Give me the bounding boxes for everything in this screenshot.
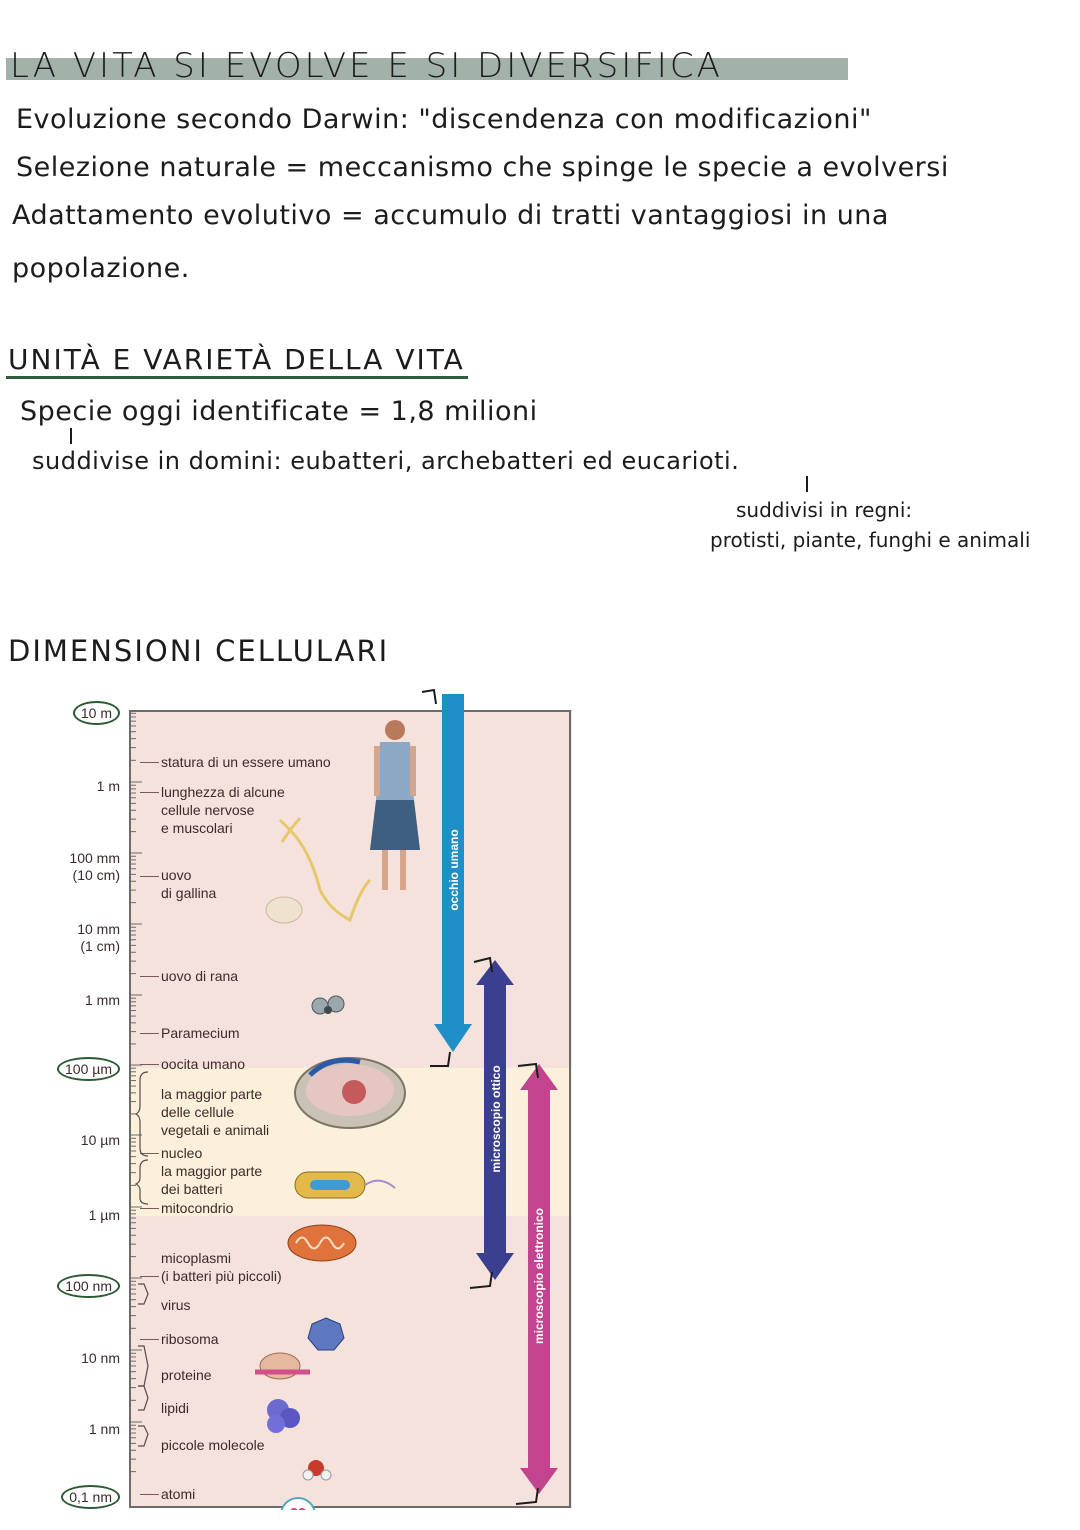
- egg-icon: [266, 897, 302, 923]
- item-label: uovo di rana: [161, 968, 239, 984]
- item-label: lipidi: [161, 1400, 190, 1416]
- scale-label-10nm: 10 nm: [81, 1350, 120, 1366]
- range-label: microscopio ottico: [489, 1065, 503, 1173]
- note-line: Evoluzione secondo Darwin: "discendenza con modificazioni": [16, 104, 872, 135]
- circled-label: 100 nm: [57, 1274, 120, 1298]
- page-title: LA VITA SI EVOLVE E SI DIVERSIFICA: [10, 46, 723, 86]
- human-figure-icon: [370, 720, 420, 890]
- virus-icon: [308, 1318, 344, 1350]
- item-tick: [140, 792, 159, 793]
- note-line: suddivisi in regni:: [736, 498, 913, 522]
- scale-label-10m: [73, 705, 120, 722]
- scale-label-100nm: [57, 1278, 120, 1295]
- item-label: mitocondrio: [161, 1200, 234, 1216]
- item-label: la maggior parte delle cellule vegetali e animali: [161, 1086, 270, 1138]
- item-label: lunghezza di alcune cellule nervose e muscolari: [161, 784, 285, 836]
- item-label: proteine: [161, 1367, 212, 1383]
- note-line: Adattamento evolutivo = accumulo di tratti vantaggiosi in una: [12, 200, 889, 231]
- range-label: occhio umano: [447, 829, 461, 911]
- section-title: UNITÀ E VARIETÀ DELLA VITA: [8, 343, 465, 376]
- note-line: Specie oggi identificate = 1,8 milioni: [20, 396, 538, 427]
- item-label: nucleo: [161, 1145, 203, 1161]
- scale-label-10mm: 10 mm (1 cm): [77, 921, 120, 954]
- item-label: ribosoma: [161, 1331, 219, 1347]
- item-tick: [140, 762, 159, 763]
- item-label: la maggior parte dei batteri: [161, 1163, 263, 1197]
- section-underline: [6, 376, 468, 379]
- item-label: Paramecium: [161, 1025, 240, 1041]
- section-title: DIMENSIONI CELLULARI: [8, 634, 390, 668]
- item-label: statura di un essere umano: [161, 754, 331, 770]
- grouping-braces: [134, 1070, 154, 1530]
- item-tick: [140, 1064, 159, 1065]
- scale-label-10um: 10 µm: [80, 1132, 120, 1148]
- item-label: atomi: [161, 1486, 196, 1502]
- item-tick: [140, 876, 159, 877]
- scale-label-1m: 1 m: [96, 778, 120, 794]
- range-label: microscopio elettronico: [532, 1207, 546, 1345]
- scale-label-100um: [57, 1061, 120, 1078]
- illustrations: [250, 710, 420, 1510]
- connector-line: [70, 428, 72, 444]
- circled-label: 10 m: [73, 701, 120, 725]
- scale-label-1um: 1 µm: [88, 1207, 120, 1223]
- item-tick: [140, 1033, 159, 1034]
- note-line: popolazione.: [12, 253, 190, 284]
- molecule-icon: [303, 1460, 331, 1480]
- item-label: oocita umano: [161, 1056, 246, 1072]
- scale-label-100mm: 100 mm (10 cm): [69, 850, 120, 883]
- scale-label-1nm: 1 nm: [88, 1421, 120, 1437]
- frog-egg-icon: [312, 996, 344, 1014]
- animal-cell-icon: [295, 1058, 405, 1128]
- note-line: Selezione naturale = meccanismo che spinge le specie a evolversi: [16, 152, 949, 183]
- item-label: micoplasmi (i batteri più piccoli): [161, 1250, 282, 1284]
- atom-icon: [281, 1498, 315, 1510]
- bacterium-icon: [295, 1172, 395, 1198]
- item-label: virus: [161, 1297, 191, 1313]
- mitochondrion-icon: [288, 1225, 356, 1261]
- item-label: piccole molecole: [161, 1437, 265, 1453]
- cell-size-scale-figure: [0, 680, 600, 1526]
- connector-line: [806, 476, 808, 492]
- protein-icon: [267, 1399, 300, 1433]
- item-tick: [140, 976, 159, 977]
- circled-label: 0,1 nm: [61, 1485, 120, 1509]
- item-label: uovo di gallina: [161, 867, 217, 901]
- scale-label-1mm: 1 mm: [85, 992, 120, 1008]
- note-line: suddivise in domini: eubatteri, archebatteri ed eucarioti.: [32, 447, 740, 475]
- note-line: protisti, piante, funghi e animali: [710, 528, 1031, 552]
- ribosome-icon: [255, 1353, 310, 1379]
- scale-label-0-1nm: [61, 1489, 120, 1506]
- circled-label: 100 µm: [57, 1057, 120, 1081]
